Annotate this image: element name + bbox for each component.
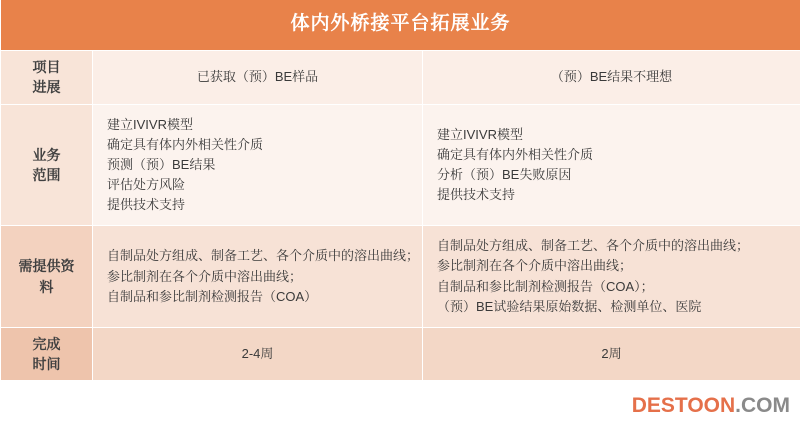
list-item: 建立IVIVR模型: [437, 126, 523, 142]
scope-column-b: [423, 104, 800, 226]
list-item: 分析（预）BE失败原因: [437, 166, 572, 182]
page-title: 体内外桥接平台拓展业务: [1, 0, 800, 51]
list-item: 参比制剂在各个介质中溶出曲线；: [107, 268, 303, 284]
column-b-header: （预）BE结果不理想: [423, 51, 800, 105]
list-item: 提供技术支持: [437, 187, 516, 203]
row-label-materials: [1, 226, 93, 328]
list-item: 提供技术支持: [107, 197, 186, 213]
column-a-header: 已获取（预）BE样品: [93, 51, 423, 105]
row-label-line2: 时间: [32, 356, 61, 373]
list-item: 确定具有体内外相关性介质: [107, 136, 264, 152]
duration-column-a: 2-4周: [93, 327, 423, 381]
list-item: 参比制剂在各个介质中溶出曲线；: [437, 258, 633, 274]
materials-column-a: [93, 226, 423, 328]
header-label-cell: [1, 51, 93, 105]
table-header-row: [1, 51, 800, 105]
watermark-domain: .COM: [735, 394, 790, 417]
scope-column-a: [93, 104, 423, 226]
header-label-line1: 项目: [32, 59, 61, 75]
materials-column-b: [423, 226, 800, 328]
row-label-line2: 范围: [32, 166, 61, 183]
table-row: [1, 327, 800, 381]
list-item: 自制品处方组成、制备工艺、各个介质中的溶出曲线；: [107, 248, 420, 264]
list-item: 建立IVIVR模型: [107, 116, 193, 132]
header-label-line2: 进展: [32, 79, 61, 96]
row-label-line2: 料: [39, 278, 54, 295]
row-label-duration: [1, 327, 93, 381]
list-item: 自制品和参比制剂检测报告（COA）；: [437, 278, 654, 294]
row-label-line1: 完成: [32, 335, 61, 352]
table-title-row: [1, 0, 800, 51]
row-label-line1: 业务: [32, 146, 61, 163]
row-label-scope: [1, 104, 93, 226]
list-item: 自制品处方组成、制备工艺、各个介质中的溶出曲线；: [437, 238, 750, 254]
list-item: （预）BE试验结果原始数据、检测单位、医院: [437, 298, 702, 314]
list-item: 自制品和参比制剂检测报告（COA）: [107, 288, 318, 304]
row-label-line1: 需提供资: [18, 258, 75, 275]
list-item: 预测（预）BE结果: [107, 156, 216, 172]
list-item: 确定具有体内外相关性介质: [437, 146, 594, 162]
list-item: 评估处方风险: [107, 177, 186, 193]
table-row: [1, 226, 800, 328]
duration-column-b: 2周: [423, 327, 800, 381]
watermark-brand: DESTOON: [631, 394, 736, 417]
table-row: [1, 104, 800, 226]
watermark: [632, 394, 790, 418]
